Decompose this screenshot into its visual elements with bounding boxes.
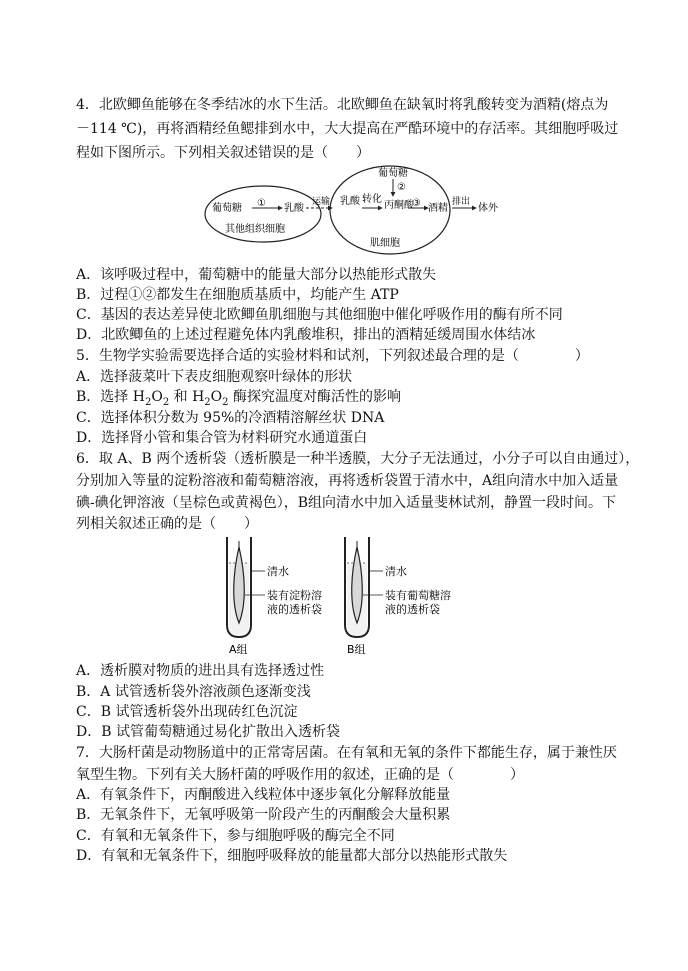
tube-a-bag-label-1: 装有淀粉溶 bbox=[267, 589, 322, 602]
q7-option-d: D．有氧和无氧条件下，细胞呼吸释放的能量都大部分以热能形式散失 bbox=[76, 848, 508, 864]
q5-option-d: D．选择肾小管和集合管为材料研究水通道蛋白 bbox=[76, 430, 368, 446]
diagram-excrete: 排出 bbox=[452, 197, 471, 207]
q4-option-d: D．北欧鲫鱼的上述过程避免体内乳酸堆积，排出的酒精延缓周围水体结冰 bbox=[76, 327, 536, 343]
tube-a-group-label: A组 bbox=[229, 643, 248, 656]
diagram-other-cell-label: 其他组织细胞 bbox=[225, 224, 285, 235]
q6-option-a: A．透析膜对物质的进出具有选择透过性 bbox=[76, 663, 325, 679]
q4-option-a: A．该呼吸过程中，葡萄糖中的能量大部分以热能形式散失 bbox=[76, 267, 437, 283]
diagram-step-1: ① bbox=[257, 198, 266, 209]
q6-option-c: C．B 试管透析袋外出现砖红色沉淀 bbox=[76, 704, 298, 720]
diagram-lactic: 乳酸 bbox=[340, 196, 360, 207]
tube-a-bag-label-2: 液的透析袋 bbox=[267, 603, 322, 616]
q5-option-c: C．选择体积分数为 95%的冷酒精溶解丝状 DNA bbox=[76, 410, 385, 426]
diagram-step-2: ② bbox=[397, 182, 406, 193]
tube-b bbox=[345, 537, 383, 637]
q5-option-b: B．选择 $H_2O_2$ 和 $H_2O_2$ 酶探究温度对酶活性的影响 bbox=[76, 389, 401, 408]
q6-option-b: B．A 试管透析袋外溶液颜色逐渐变浅 bbox=[76, 684, 311, 700]
tube-b-bag-label-2: 液的透析袋 bbox=[385, 603, 440, 616]
diagram-top-glucose: 葡萄糖 bbox=[378, 168, 408, 179]
q7-stem-line-2: 氧型生物。下列有关大肠杆菌的呼吸作用的叙述，正确的是（ ） bbox=[76, 767, 524, 783]
q4-option-b: B．过程①②都发生在细胞质基质中，均能产生 ATP bbox=[76, 287, 399, 303]
q4-option-c: C．基因的表达差异使北欧鲫鱼肌细胞与其他细胞中催化呼吸作用的酶有所不同 bbox=[76, 307, 563, 323]
diagram-alcohol: 酒精 bbox=[428, 203, 448, 214]
tube-a-water-label: 清水 bbox=[267, 565, 289, 578]
q5-stem: 5．生物学实验需要选择合适的实验材料和试剂，下列叙述最合理的是（ ） bbox=[76, 348, 589, 364]
tube-a bbox=[227, 537, 265, 637]
q6-stem-line-2: 分别加入等量的淀粉溶液和葡萄糖溶液，再将透析袋置于清水中，A组向清水中加入适量 bbox=[76, 473, 619, 489]
diagram-transport-1: 运输 bbox=[312, 197, 331, 207]
tube-b-group-label: B组 bbox=[347, 643, 366, 656]
q4-stem-line-2: －114 ℃)，再将酒精经鱼鳃排到水中，大大提高在严酷环境中的存活率。其细胞呼吸过 bbox=[76, 121, 619, 137]
q4-stem-line-1: 4．北欧鲫鱼能够在冬季结冰的水下生活。北欧鲫鱼在缺氧时将乳酸转变为酒精(熔点为 bbox=[76, 97, 609, 113]
q7-option-c: C．有氧和无氧条件下，参与细胞呼吸的酶完全不同 bbox=[76, 828, 395, 844]
q6-stem-line-4: 列相关叙述正确的是（ ） bbox=[76, 516, 258, 532]
diagram-left-glucose: 葡萄糖 bbox=[212, 203, 242, 214]
tube-b-water-label: 清水 bbox=[385, 565, 407, 578]
diagram-left-lactic: 乳酸 bbox=[284, 203, 304, 214]
q7-option-a: A．有氧条件下，丙酮酸进入线粒体中逐步氧化分解释放能量 bbox=[76, 787, 451, 803]
diagram-convert: 转化 bbox=[362, 194, 382, 205]
q6-option-d: D．B 试管葡萄糖通过易化扩散出入透析袋 bbox=[76, 724, 340, 740]
q7-option-b: B．无氧条件下，无氧呼吸第一阶段产生的丙酮酸会大量积累 bbox=[76, 807, 451, 823]
diagram-muscle-cell-label: 肌细胞 bbox=[370, 238, 400, 249]
q5-option-a: A．选择菠菜叶下表皮细胞观察叶绿体的形状 bbox=[76, 369, 353, 385]
diagram-outside: 体外 bbox=[478, 203, 498, 214]
q4-stem-line-3: 程如下图所示。下列相关叙述错误的是（ ） bbox=[76, 145, 370, 161]
diagram-pyruvate: 丙酮酸 bbox=[384, 200, 414, 211]
q4-respiration-diagram bbox=[200, 162, 500, 262]
q6-stem-line-3: 碘-碘化钾溶液（呈棕色或黄褐色），B组向清水中加入适量斐林试剂，静置一段时间。下 bbox=[76, 495, 617, 511]
diagram-step-3: ③ bbox=[412, 198, 421, 209]
tube-b-bag-label-1: 装有葡萄糖溶 bbox=[385, 589, 451, 602]
q7-stem-line-1: 7．大肠杆菌是动物肠道中的正常寄居菌。在有氧和无氧的条件下都能生存，属于兼性厌 bbox=[76, 745, 617, 761]
q6-stem-line-1: 6．取 A、B 两个透析袋（透析膜是一种半透膜，大分子无法通过，小分子可以自由通过）， bbox=[76, 451, 640, 467]
q6-dialysis-figure bbox=[215, 533, 475, 658]
